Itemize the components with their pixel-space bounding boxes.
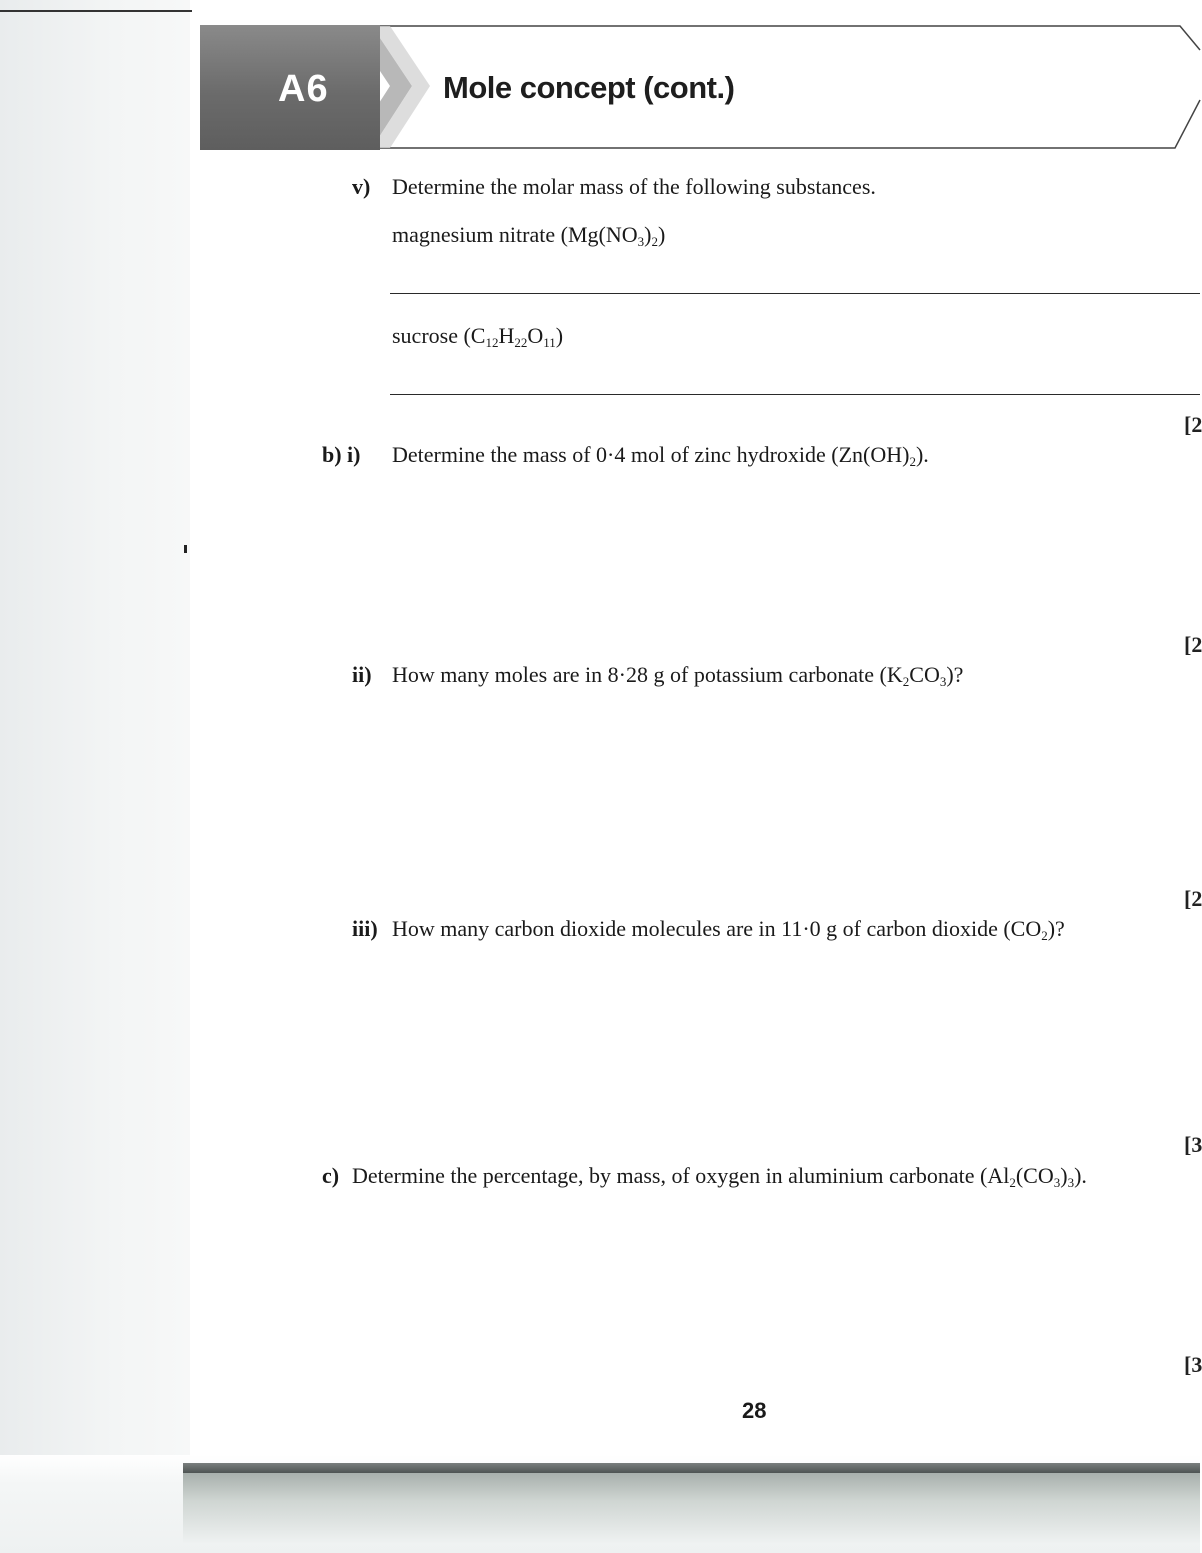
chapter-title: Mole concept (cont.) (443, 70, 735, 105)
question-b-ii-label: ii) (352, 662, 372, 687)
answer-line-sucrose[interactable] (390, 394, 1200, 395)
chapter-badge-label: A6 (278, 68, 329, 110)
question-b-iii-label: iii) (352, 916, 378, 941)
question-c-label: c) (322, 1163, 340, 1188)
question-v-item-sucrose: sucrose $(C_{12}H_{22}O_{11})$ (392, 323, 564, 350)
question-v-label: v) (352, 174, 371, 199)
answer-line-magnesium-nitrate[interactable] (390, 293, 1200, 294)
question-b-i-label: b) i) (322, 442, 361, 467)
question-v-prompt: Determine the molar mass of the following substances. (392, 174, 876, 199)
marks-b-i: [2 (1184, 632, 1202, 657)
page-edge-shadow (183, 1473, 1200, 1543)
page-edge (183, 1463, 1200, 1473)
marks-b-ii: [2 (1184, 886, 1202, 911)
marks-v: [2 (1184, 412, 1202, 437)
question-b-i-text: Determine the mass of 0·4 mol of zinc hydroxide $(Zn(OH)_2)$. (392, 442, 929, 469)
marks-b-iii: [3 (1184, 1132, 1202, 1157)
marks-c: [3 (1184, 1352, 1202, 1377)
page-number: 28 (742, 1398, 767, 1423)
question-b-ii-text: How many moles are in 8·28 g of potassium carbonate $(K_2CO_3)$? (392, 662, 964, 689)
question-b-iii-text: How many carbon dioxide molecules are in 11·0 g of carbon dioxide $(CO_2)$? (392, 916, 1065, 943)
top-rule (0, 10, 192, 12)
page-shadow-left (0, 0, 190, 1553)
question-c-text: Determine the percentage, by mass, of oxygen in aluminium carbonate $(Al_2(CO_3)_3)$. (352, 1163, 1087, 1190)
margin-mark (184, 545, 187, 553)
question-v-item-magnesium-nitrate: magnesium nitrate $(Mg(NO_3)_2)$ (392, 222, 666, 249)
